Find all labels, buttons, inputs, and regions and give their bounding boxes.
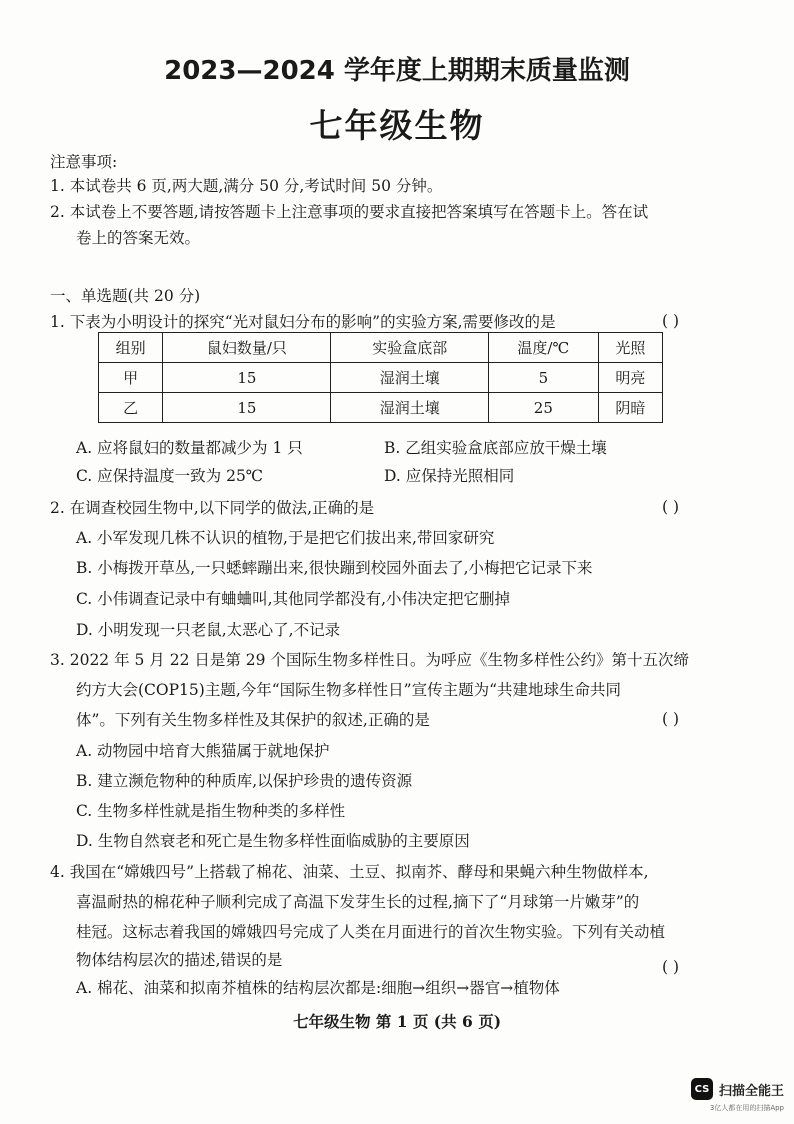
table-header-cell: 温度/℃ (489, 333, 599, 363)
table-cell: 阴暗 (598, 393, 662, 423)
table-cell: 湿润土壤 (331, 393, 489, 423)
q3-stem-line-2: 约方大会(COP15)主题,今年“国际生物多样性日”宣传主题为“共建地球生命共同 (76, 681, 622, 699)
q4-stem-line-2: 喜温耐热的棉花种子顺利完成了高温下发芽生长的过程,摘下了“月球第一片嫩芽”的 (76, 893, 640, 911)
q1-answer-paren: ( ) (662, 312, 680, 330)
table-header-cell: 组别 (99, 333, 163, 363)
section-heading: 一、单选题(共 20 分) (50, 287, 201, 305)
q4-option-a: A. 棉花、油菜和拟南芥植株的结构层次都是:细胞→组织→器官→植物体 (76, 979, 560, 997)
page-footer: 七年级生物 第 1 页 (共 6 页) (292, 1012, 502, 1031)
table-cell: 15 (163, 363, 331, 393)
q3-answer-paren: ( ) (662, 710, 680, 728)
table-header-cell: 鼠妇数量/只 (163, 333, 331, 363)
q3-option-a: A. 动物园中培育大熊猫属于就地保护 (76, 742, 330, 760)
table-cell: 25 (489, 393, 599, 423)
table-row (99, 363, 663, 393)
table-cell: 5 (489, 363, 599, 393)
table-cell: 15 (163, 393, 331, 423)
watermark-name: 扫描全能王 (718, 1083, 784, 1099)
q1-table (98, 332, 663, 423)
q2-option-d: D. 小明发现一只老鼠,太恶心了,不记录 (76, 621, 341, 639)
q1-option-c: C. 应保持温度一致为 25℃ (76, 467, 264, 485)
table-row (99, 393, 663, 423)
q4-stem-line-1: 4. 我国在“嫦娥四号”上搭载了棉花、油菜、土豆、拟南芥、酵母和果蝇六种生物做样本, (50, 863, 649, 881)
table-header-cell: 实验盒底部 (331, 333, 489, 363)
q3-option-b: B. 建立濒危物种的种质库,以保护珍贵的遗传资源 (76, 772, 413, 790)
table-cell: 明亮 (598, 363, 662, 393)
table-cell: 湿润土壤 (331, 363, 489, 393)
q4-stem-line-3: 桂冠。这标志着我国的嫦娥四号完成了人类在月面进行的首次生物实验。下列有关动植 (76, 923, 666, 941)
q2-option-b: B. 小梅拨开草丛,一只蟋蟀蹦出来,很快蹦到校园外面去了,小梅把它记录下来 (76, 559, 593, 577)
q2-stem: 2. 在调查校园生物中,以下同学的做法,正确的是 (50, 499, 375, 517)
table-cell: 乙 (99, 393, 163, 423)
q2-answer-paren: ( ) (662, 498, 680, 516)
notes-item-1: 1. 本试卷共 6 页,两大题,满分 50 分,考试时间 50 分钟。 (50, 177, 443, 195)
exam-title: 2023—2024 学年度上期期末质量监测 (164, 56, 630, 86)
q2-option-c: C. 小伟调查记录中有蛐蛐叫,其他同学都没有,小伟决定把它删掉 (76, 590, 511, 608)
q1-option-b: B. 乙组实验盒底部应放干燥土壤 (384, 439, 607, 457)
notes-item-2-line-1: 2. 本试卷上不要答题,请按答题卡上注意事项的要求直接把答案填写在答题卡上。答在试 (50, 203, 649, 221)
q1-stem: 1. 下表为小明设计的探究“光对鼠妇分布的影响”的实验方案,需要修改的是 (50, 313, 556, 331)
notes-item-2-line-2: 卷上的答案无效。 (76, 229, 201, 247)
table-header-row (99, 333, 663, 363)
watermark-tagline: 3亿人都在用的扫描App (709, 1104, 784, 1112)
q1-option-d: D. 应保持光照相同 (384, 467, 515, 485)
q3-option-d: D. 生物自然衰老和死亡是生物多样性面临威胁的主要原因 (76, 832, 470, 850)
table-cell: 甲 (99, 363, 163, 393)
table-header-cell: 光照 (598, 333, 662, 363)
q2-option-a: A. 小军发现几株不认识的植物,于是把它们拔出来,带回家研究 (76, 529, 495, 547)
q3-stem-line-1: 3. 2022 年 5 月 22 日是第 29 个国际生物多样性日。为呼应《生物多样性公约》第十五次缔 (50, 651, 689, 669)
camscanner-logo-icon: CS (691, 1078, 713, 1100)
q1-option-a: A. 应将鼠妇的数量都减少为 1 只 (76, 439, 303, 457)
subject-title: 七年级生物 (309, 106, 485, 145)
notes-heading: 注意事项: (50, 153, 118, 171)
scanner-watermark (691, 1078, 784, 1100)
q3-option-c: C. 生物多样性就是指生物种类的多样性 (76, 802, 346, 820)
q4-stem-line-4: 物体结构层次的描述,错误的是 (76, 951, 283, 969)
q4-answer-paren: ( ) (662, 958, 680, 976)
q3-stem-line-3: 体”。下列有关生物多样性及其保护的叙述,正确的是 (76, 711, 430, 729)
